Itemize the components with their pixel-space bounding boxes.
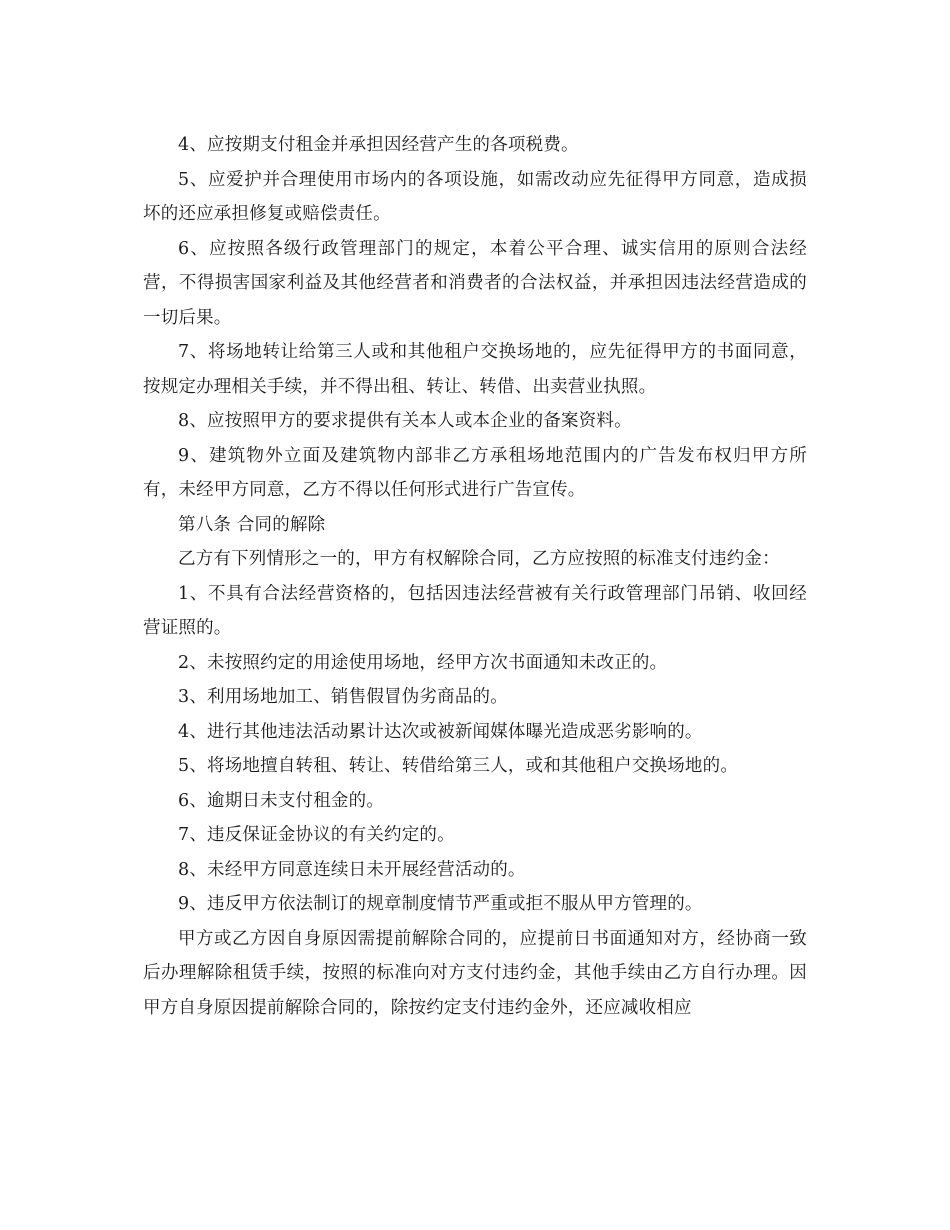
paragraph: 1、不具有合法经营资格的，包括因违法经营被有关行政管理部门吊销、收回经营证照的。 (143, 583, 807, 638)
paragraph: 甲方或乙方因自身原因需提前解除合同的，应提前日书面通知对方，经协商一致后办理解除租赁手续，按照的标准向对方支付违约金，其他手续由乙方自行办理。因甲方自身原因提前解除合同的，除按约定支付违约金外，还应减收相应 (143, 928, 807, 1018)
paragraph: 8、未经甲方同意连续日未开展经营活动的。 (178, 859, 526, 880)
paragraph: 4、进行其他违法活动累计达次或被新闻媒体曝光造成恶劣影响的。 (178, 721, 703, 742)
paragraph: 乙方有下列情形之一的，甲方有权解除合同，乙方应按照的标准支付违约金： (178, 549, 780, 569)
paragraph: 7、违反保证金协议的有关约定的。 (178, 825, 455, 845)
paragraph: 6、应按照各级行政管理部门的规定，本着公平合理、诚实信用的原则合法经营，不得损害国家利益及其他经营者和消费者的合法权益，并承担因违法经营造成的一切后果。 (143, 238, 807, 328)
paragraph: 7、将场地转让给第三人或和其他租户交换场地的，应先征得甲方的书面同意，按规定办理相关手续，并不得出租、转让、转借、出卖营业执照。 (143, 342, 807, 397)
paragraph: 5、将场地擅自转租、转让、转借给第三人，或和其他租户交换场地的。 (178, 756, 739, 776)
paragraph: 6、逾期日未支付租金的。 (178, 790, 385, 811)
paragraph: 9、建筑物外立面及建筑物内部非乙方承租场地范围内的广告发布权归甲方所有，未经甲方同意，乙方不得以任何形式进行广告宣传。 (143, 445, 807, 500)
section-heading: 第八条 合同的解除 (178, 514, 326, 535)
paragraph: 5、应爱护并合理使用市场内的各项设施，如需改动应先征得甲方同意，造成损坏的还应承担修复或赔偿责任。 (143, 169, 807, 224)
document-body (143, 128, 807, 1025)
paragraph: 4、应按期支付租金并承担因经营产生的各项税费。 (178, 135, 579, 155)
paragraph: 8、应按照甲方的要求提供有关本人或本企业的备案资料。 (178, 411, 632, 431)
paragraph: 2、未按照约定的用途使用场地，经甲方次书面通知未改正的。 (178, 652, 668, 673)
paragraph: 9、违反甲方依法制订的规章制度情节严重或拒不服从甲方管理的。 (178, 894, 703, 914)
paragraph: 3、利用场地加工、销售假冒伪劣商品的。 (178, 687, 508, 707)
